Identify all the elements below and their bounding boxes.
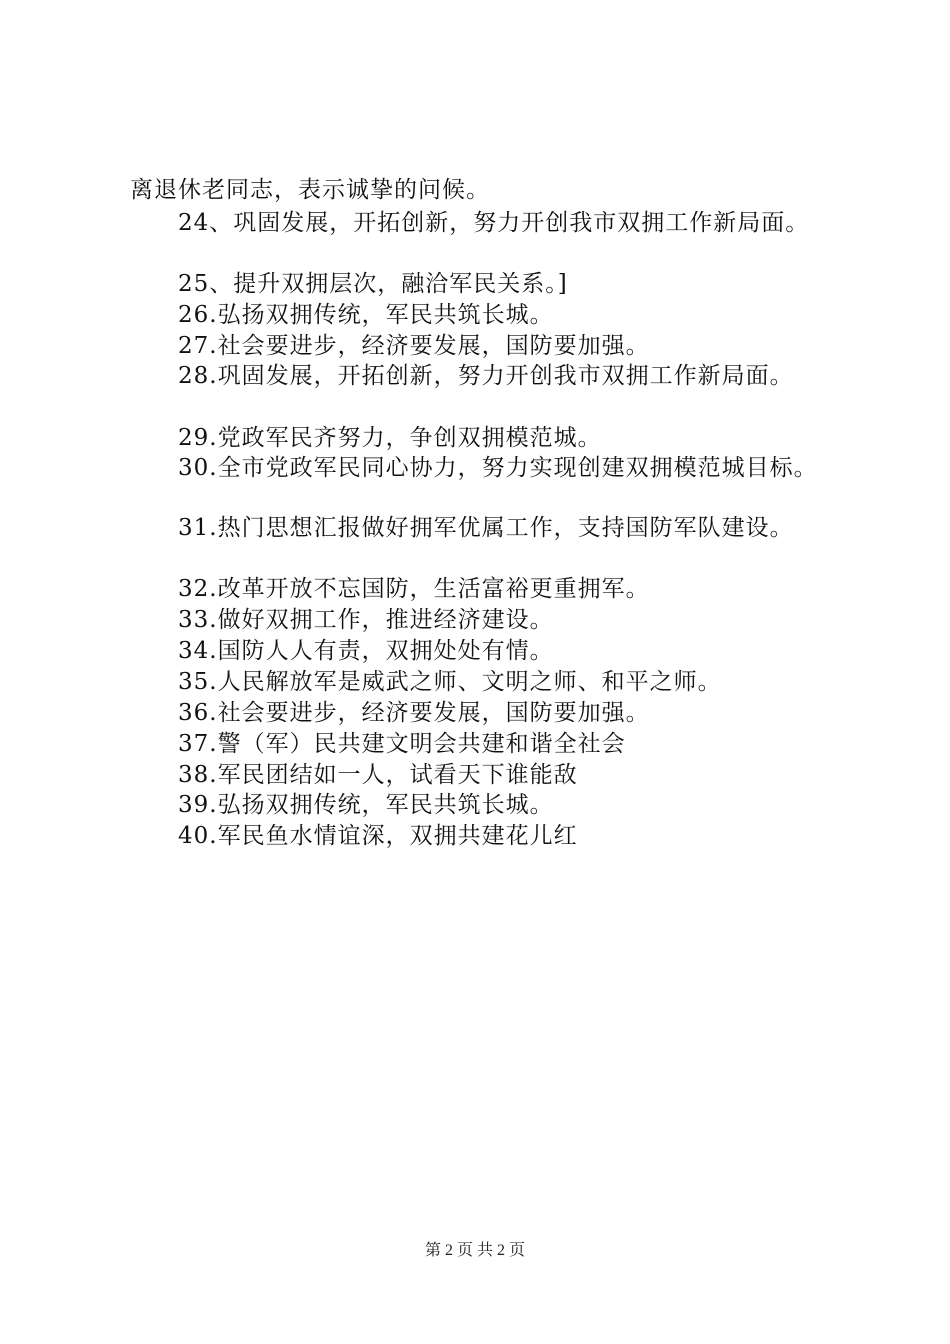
slogan-line-39: 39.弘扬双拥传统，军民共筑长城。 xyxy=(178,792,554,818)
slogan-line-31: 31.热门思想汇报做好拥军优属工作，支持国防军队建设。 xyxy=(178,515,794,541)
slogan-line-35: 35.人民解放军是威武之师、文明之师、和平之师。 xyxy=(178,669,722,695)
slogan-line-28: 28.巩固发展，开拓创新，努力开创我市双拥工作新局面。 xyxy=(178,363,794,389)
slogan-line-34: 34.国防人人有责，双拥处处有情。 xyxy=(178,638,554,664)
slogan-line-40: 40.军民鱼水情谊深，双拥共建花儿红 xyxy=(178,823,578,849)
slogan-line-38: 38.军民团结如一人，试看天下谁能敌 xyxy=(178,762,578,788)
slogan-line-36: 36.社会要进步，经济要发展，国防要加强。 xyxy=(178,700,650,726)
page-footer: 第 2 页 共 2 页 xyxy=(424,1242,525,1259)
slogan-line-29: 29.党政军民齐努力，争创双拥模范城。 xyxy=(178,425,602,451)
slogan-line-32: 32.改革开放不忘国防，生活富裕更重拥军。 xyxy=(178,576,650,602)
slogan-line-24: 24、巩固发展，开拓创新，努力开创我市双拥工作新局面。 xyxy=(178,210,810,236)
slogan-line-33: 33.做好双拥工作，推进经济建设。 xyxy=(178,607,554,633)
slogan-line-26: 26.弘扬双拥传统，军民共筑长城。 xyxy=(178,302,554,328)
slogan-line-27: 27.社会要进步，经济要发展，国防要加强。 xyxy=(178,333,650,359)
text-line-continuation: 离退休老同志，表示诚挚的问候。 xyxy=(130,177,490,203)
slogan-line-30: 30.全市党政军民同心协力，努力实现创建双拥模范城目标。 xyxy=(178,455,818,481)
slogan-line-25: 25、提升双拥层次，融洽军民关系。] xyxy=(178,271,568,297)
slogan-line-37: 37.警（军）民共建文明会共建和谐全社会 xyxy=(178,731,626,757)
